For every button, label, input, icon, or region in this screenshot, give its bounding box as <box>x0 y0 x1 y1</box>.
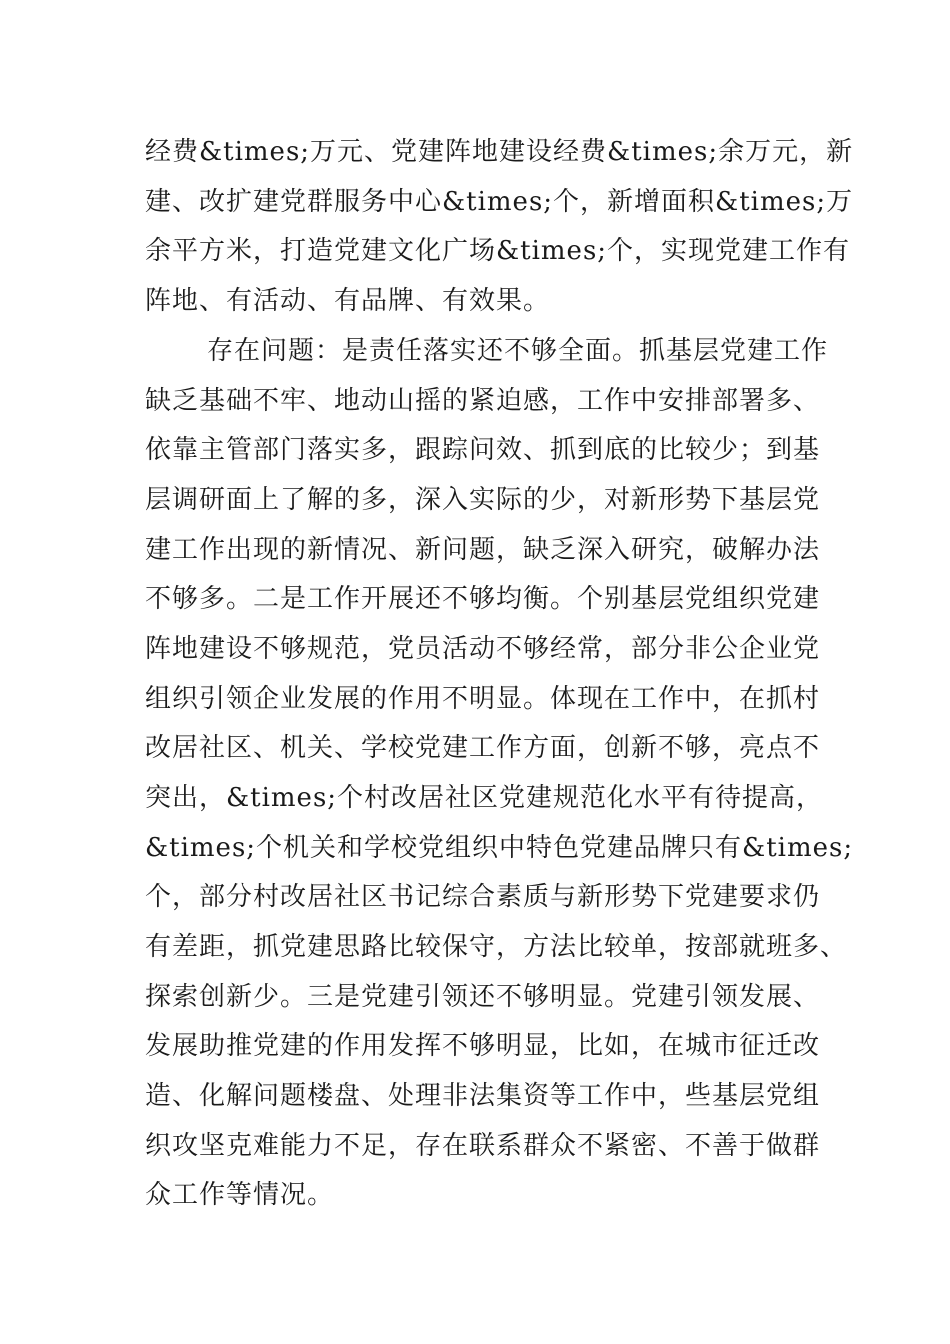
text-line: 经费&times;万元、党建阵地建设经费&times;余万元，新 <box>145 137 854 167</box>
text-line: 不够多。二是工作开展还不够均衡。个别基层党组织党建 <box>145 584 821 614</box>
text-line: 阵地建设不够规范，党员活动不够经常，部分非公企业党 <box>145 634 821 664</box>
text-line: 组织引领企业发展的作用不明显。体现在工作中，在抓村 <box>145 684 821 714</box>
text-line: 造、化解问题楼盘、处理非法集资等工作中，些基层党组 <box>145 1081 821 1111</box>
text-line: 有差距，抓党建思路比较保守，方法比较单，按部就班多、 <box>145 932 848 962</box>
text-line: 个，部分村改居社区书记综合素质与新形势下党建要求仍 <box>145 882 821 912</box>
text-line: 突出，&times;个村改居社区党建规范化水平有待提高， <box>145 783 824 813</box>
text-line: 众工作等情况。 <box>145 1180 335 1210</box>
text-line: 存在问题：是责任落实还不够全面。抓基层党建工作 <box>207 336 829 366</box>
text-line: 探索创新少。三是党建引领还不够明显。党建引领发展、 <box>145 982 821 1012</box>
text-line: 建、改扩建党群服务中心&times;个，新增面积&times;万 <box>145 187 854 217</box>
text-line: 层调研面上了解的多，深入实际的少，对新形势下基层党 <box>145 485 821 515</box>
text-line: &times;个机关和学校党组织中特色党建品牌只有&times; <box>145 833 854 863</box>
text-line: 缺乏基础不牢、地动山摇的紧迫感，工作中安排部署多、 <box>145 386 821 416</box>
text-line: 依靠主管部门落实多，跟踪问效、抓到底的比较少；到基 <box>145 435 821 465</box>
text-line: 余平方米，打造党建文化广场&times;个，实现党建工作有 <box>145 236 851 266</box>
text-line: 织攻坚克难能力不足，存在联系群众不紧密、不善于做群 <box>145 1131 821 1161</box>
text-line: 阵地、有活动、有品牌、有效果。 <box>145 286 551 316</box>
text-line: 建工作出现的新情况、新问题，缺乏深入研究，破解办法 <box>145 535 821 565</box>
text-line: 发展助推党建的作用发挥不够明显，比如，在城市征迁改 <box>145 1031 821 1061</box>
text-line: 改居社区、机关、学校党建工作方面，创新不够，亮点不 <box>145 733 821 763</box>
